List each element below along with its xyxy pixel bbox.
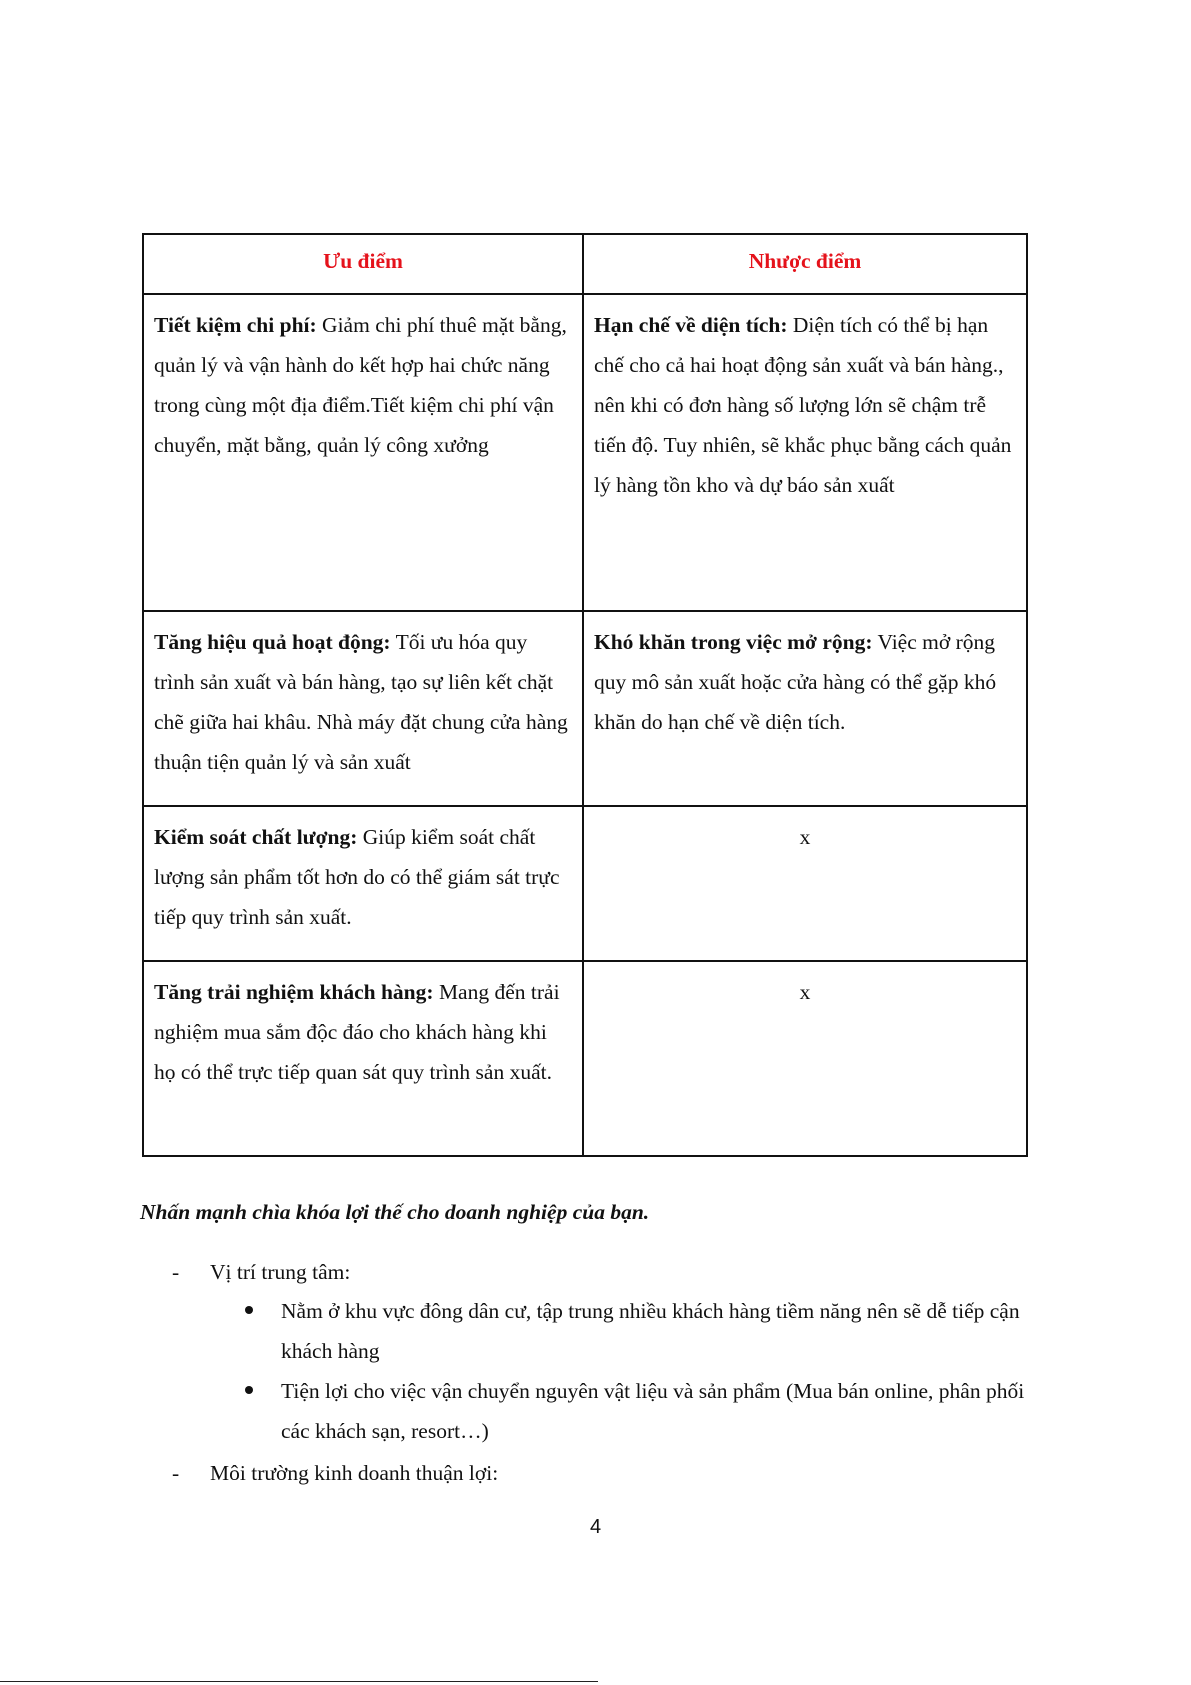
table-row — [143, 961, 1027, 1156]
bullet-item — [245, 1291, 1055, 1371]
advantage-cell — [143, 294, 583, 611]
bullet-item — [245, 1371, 1055, 1451]
advantage-text: Giảm chi phí thuê mặt bằng, quản lý và vận hành do kết hợp hai chức năng trong cùng một địa điểm.Tiết kiệm chi phí vận chuyển, mặt bằng, quản lý công xưởng — [154, 313, 567, 457]
advantage-title: Tăng trải nghiệm khách hàng: — [154, 980, 434, 1004]
advantage-text: Tối ưu hóa quy trình sản xuất và bán hàng, tạo sự liên kết chặt chẽ giữa hai khâu. Nhà máy đặt chung cửa hàng thuận tiện quản lý và sản xuất — [154, 630, 568, 774]
advantage-text: Giúp kiểm soát chất lượng sản phẩm tốt hơn do có thể giám sát trực tiếp quy trình sản xuất. — [154, 825, 560, 929]
table-row — [143, 806, 1027, 961]
bullet-dot-icon — [245, 1306, 253, 1314]
advantage-cell — [143, 961, 583, 1156]
advantage-text: Mang đến trải nghiệm mua sắm độc đáo cho khách hàng khi họ có thể trực tiếp quan sát quy trình sản xuất. — [154, 980, 560, 1084]
advantage-cell — [143, 611, 583, 806]
disadvantage-text: Việc mở rộng quy mô sản xuất hoặc cửa hàng có thể gặp khó khăn do hạn chế về diện tích. — [594, 630, 997, 734]
header-disadvantages: Nhược điểm — [583, 234, 1027, 294]
disadvantage-title: Hạn chế về diện tích: — [594, 313, 788, 337]
list-item-label: Môi trường kinh doanh thuận lợi: — [210, 1461, 499, 1485]
dash-marker: - — [172, 1260, 180, 1284]
bullet-dot-icon — [245, 1386, 253, 1394]
table-row — [143, 294, 1027, 611]
disadvantage-title: Khó khăn trong việc mở rộng: — [594, 630, 873, 654]
header-advantages: Ưu điểm — [143, 234, 583, 294]
disadvantage-empty-mark: x — [583, 806, 1027, 961]
bullet-text: Tiện lợi cho việc vận chuyển nguyên vật liệu và sản phẩm (Mua bán online, phân phối các khách sạn, resort…) — [281, 1379, 1025, 1443]
disadvantage-cell — [583, 611, 1027, 806]
advantage-title: Kiểm soát chất lượng: — [154, 825, 358, 849]
advantage-cell — [143, 806, 583, 961]
pros-cons-table — [142, 233, 1028, 1157]
table-header-row — [143, 234, 1027, 294]
disadvantage-cell — [583, 294, 1027, 611]
list-item-label: Vị trí trung tâm: — [210, 1260, 351, 1284]
table-row — [143, 611, 1027, 806]
advantage-title: Tiết kiệm chi phí: — [154, 313, 317, 337]
disadvantage-empty-mark: x — [583, 961, 1027, 1156]
advantage-title: Tăng hiệu quả hoạt động: — [154, 630, 391, 654]
emphasis-heading: Nhấn mạnh chìa khóa lợi thế cho doanh nghiệp của bạn. — [140, 1200, 650, 1224]
dash-marker: - — [172, 1461, 180, 1485]
bullet-text: Nằm ở khu vực đông dân cư, tập trung nhiều khách hàng tiềm năng nên sẽ dễ tiếp cận khách hàng — [281, 1299, 1020, 1363]
disadvantage-text: Diện tích có thể bị hạn chế cho cả hai hoạt động sản xuất và bán hàng., nên khi có đơn hàng số lượng lớn sẽ chậm trễ tiến độ. Tuy nhiên, sẽ khắc phục bằng cách quản lý hàng tồn kho và dự báo sản xuất — [594, 313, 1012, 497]
footer-rule — [0, 1681, 598, 1682]
page-number: 4 — [589, 1516, 602, 1538]
